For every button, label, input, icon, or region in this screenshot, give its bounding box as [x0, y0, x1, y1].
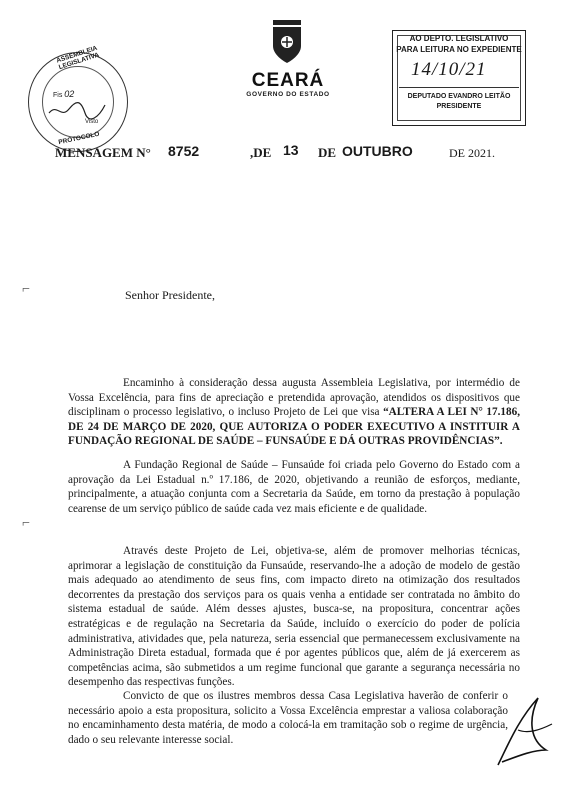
protocol-stamp [28, 44, 128, 152]
message-label: MENSAGEM N° [55, 145, 151, 160]
margin-mark: ⌐ [22, 282, 30, 297]
paragraph-4-text: Convicto de que os ilustres membros dessa Casa Legislativa haverão de conferir o necessário apoio a esta propositura, solicito a Vossa Excelência emprestar a valiosa colaboração no encaminhamento desta matéria, de modo a colocá-la em tramitação sob o regime de urgência, dado o seu relevante interesse social. [68, 690, 508, 746]
salutation: Senhor Presidente, [125, 288, 215, 302]
protocol-signature [47, 99, 107, 121]
reading-stamp [392, 30, 526, 126]
brand-subtitle: GOVERNO DO ESTADO [246, 91, 330, 98]
reading-stamp-line1: AO DEPTO. LEGISLATIVO [409, 34, 509, 43]
brand-name: CEARÁ [251, 70, 325, 91]
state-brand [238, 70, 338, 98]
protocol-fis-value: 02 [64, 89, 75, 99]
protocol-visto: Visto [85, 119, 99, 125]
reading-stamp-date: 14/10/21 [411, 59, 487, 80]
paragraph-4 [68, 689, 508, 747]
message-month: OUTUBRO [342, 143, 413, 159]
paragraph-3-text: Através deste Projeto de Lei, objetiva-se, além de promover melhorias técnicas, aprimorar a legislação de constituição da Funsaúde, reservando-lhe a adoção de modelo de gestão mais adequado ao atendimento de seus fins, com impacto direto na otimização dos resultados decorrentes da prestação dos serviços para os quais venha a entidade ser contratada no âmbito do sistema estadual de saúde. Além desses ajustes, busca-se, na propositura, concentrar ações estratégicas e de regulação na Secretaria da Saúde, incluído o exercício do poder de polícia administrativa, atividades que, pela natureza, seria essencial que permanecessem exclusivamente na Administração Direta estadual, formada que é por agentes públicos que, além de já exercerem as competências acima, são submetidos a um regime funcional que garante a segurança necessária no desempenho das respectivas funções. [68, 545, 520, 689]
reading-stamp-signer: DEPUTADO EVANDRO LEITÃO [407, 93, 511, 100]
reading-stamp-signer-title: PRESIDENTE [436, 103, 482, 110]
protocol-stamp-ring-bottom: PROTOCOLO [57, 130, 101, 147]
paragraph-2 [68, 458, 520, 516]
protocol-fis-label: Fis [53, 92, 63, 99]
governor-signature [488, 690, 558, 770]
reading-stamp-line2: PARA LEITURA NO EXPEDIENTE [396, 45, 522, 54]
paragraph-3 [68, 544, 520, 690]
state-crest-icon [270, 20, 304, 64]
reading-stamp-separator [399, 87, 519, 88]
paragraph-1 [68, 376, 520, 449]
paragraph-1-bill-title: “ALTERA A LEI N° 17.186, DE 24 DE MARÇO DE 2020, QUE AUTORIZA O PODER EXECUTIVO A INSTITUIR A FUNDAÇÃO REGIONAL DE SAÚDE – FUNSAÚDE E DÁ OUTRAS PROVIDÊNCIAS”. [68, 406, 520, 448]
message-de-label-1: ,DE [250, 145, 272, 160]
protocol-fis [53, 89, 74, 99]
protocol-stamp-ring-top: ASSEMBLEIA LEGISLATIVA [55, 44, 101, 72]
paragraph-1-text: Encaminho à consideração dessa augusta Assembleia Legislativa, por intermédio de Vossa Excelência, para fins de apreciação e pretendida aprovação, atendidos os dispositivos que disciplinam o processo legislativo, o incluso Projeto de Lei que visa [68, 377, 520, 419]
message-number: 8752 [168, 143, 200, 159]
message-year: DE 2021. [449, 146, 495, 160]
paragraph-2-text: A Fundação Regional de Saúde – Funsaúde foi criada pelo Governo do Estado com a aprovação da Lei Estadual n.º 17.186, de 2020, objetivando a reunião de esforços, mediante, principalmente, a atuação conjunta com a Secretaria da Saúde, em torno da prestação à população cearense de um serviço público de saúde cada vez mais eficiente e de qualidade. [68, 459, 520, 515]
message-de-label-2: DE [318, 145, 337, 160]
message-day: 13 [283, 142, 299, 158]
margin-mark: ⌐ [22, 516, 30, 531]
